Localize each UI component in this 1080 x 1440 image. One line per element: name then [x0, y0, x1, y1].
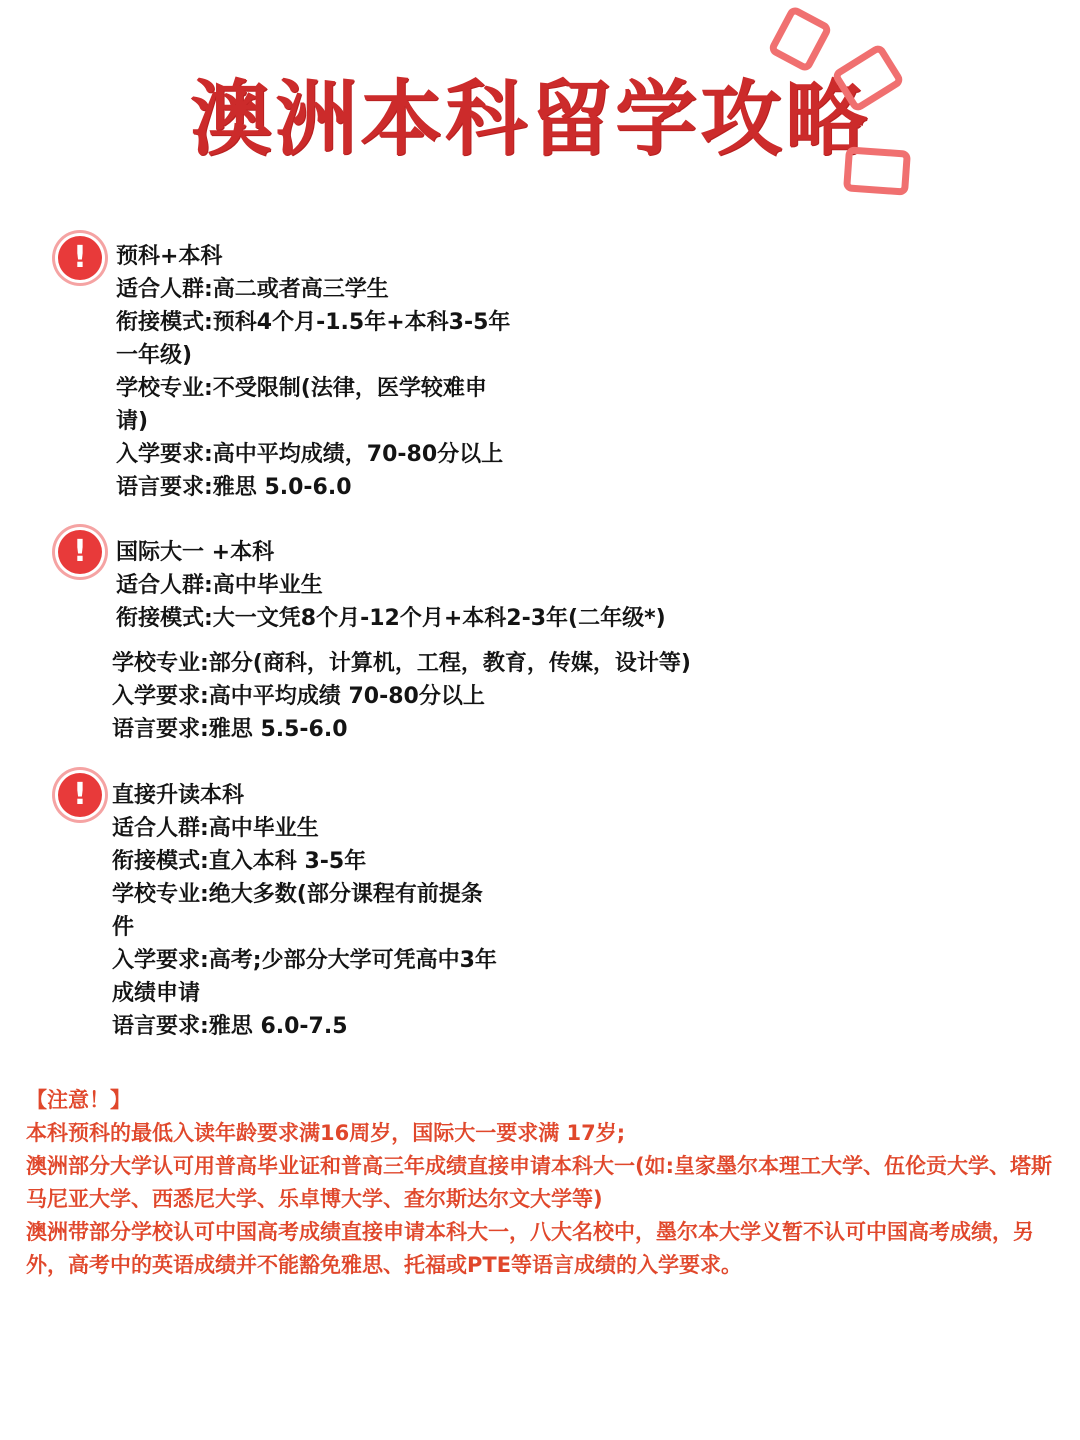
section-line: 学校专业:绝大多数(部分课程有前提条: [112, 882, 483, 907]
section-line: 适合人群:高中毕业生: [116, 573, 323, 598]
section-line: 学校专业:部分(商科，计算机，工程，教育，传媒，设计等): [112, 651, 691, 676]
decoration-marks-icon: [760, 0, 930, 200]
section-body: [116, 536, 666, 635]
section-line: 适合人群:高二或者高三学生: [116, 277, 389, 302]
section-line: 件: [112, 915, 135, 940]
section-line: 语言要求:雅思 5.5-6.0: [112, 717, 348, 742]
section-line: 语言要求:雅思 6.0-7.5: [112, 1014, 348, 1039]
alert-icon: !: [58, 530, 102, 574]
notice-line: 澳洲带部分学校认可中国高考成绩直接申请本科大一，八大名校中，墨尔本大学义暂不认可中国高考成绩，另外，高考中的英语成绩并不能豁免雅思、托福或PTE等语言成绩的入学要求。: [26, 1220, 1034, 1277]
section-line: 入学要求:高考;少部分大学可凭高中3年: [112, 948, 497, 973]
section-body-extra: [112, 647, 691, 746]
section-line: 适合人群:高中毕业生: [112, 816, 319, 841]
section-line: 衔接模式:直入本科 3-5年: [112, 849, 367, 874]
section-line: 一年级): [116, 343, 193, 368]
section-line: 衔接模式:大一文凭8个月-12个月+本科2-3年(二年级*): [116, 606, 666, 631]
section-line: 学校专业:不受限制(法律，医学较难申: [116, 376, 487, 401]
notice-heading: 【注意！】: [26, 1088, 131, 1112]
section-line: 语言要求:雅思 5.0-6.0: [116, 475, 352, 500]
section-heading: 国际大一 +本科: [116, 540, 275, 565]
section-line: 入学要求:高中平均成绩 70-80分以上: [112, 684, 485, 709]
section-body: [116, 240, 536, 504]
section-line: 入学要求:高中平均成绩，70-80分以上: [116, 442, 504, 467]
alert-icon: !: [58, 236, 102, 280]
page-title: 澳洲本科留学攻略: [190, 72, 871, 167]
notice-line: 本科预科的最低入读年龄要求满16周岁，国际大一要求满 17岁;: [26, 1121, 626, 1145]
section-line: 衔接模式:预科4个月-1.5年+本科3-5年: [116, 310, 511, 335]
notice-block: [26, 1084, 1056, 1282]
notice-line: 澳洲部分大学认可用普高毕业证和普高三年成绩直接申请本科大一(如:皇家墨尔本理工大学、伍伦贡大学、塔斯马尼亚大学、西悉尼大学、乐卓博大学、查尔斯达尔文大学等): [26, 1154, 1052, 1211]
section-body: [112, 779, 532, 1043]
section-line: 成绩申请: [112, 981, 201, 1006]
section-heading: 预科+本科: [116, 244, 223, 269]
section-heading: 直接升读本科: [112, 783, 245, 808]
section-line: 请): [116, 409, 149, 434]
alert-icon: !: [58, 773, 102, 817]
